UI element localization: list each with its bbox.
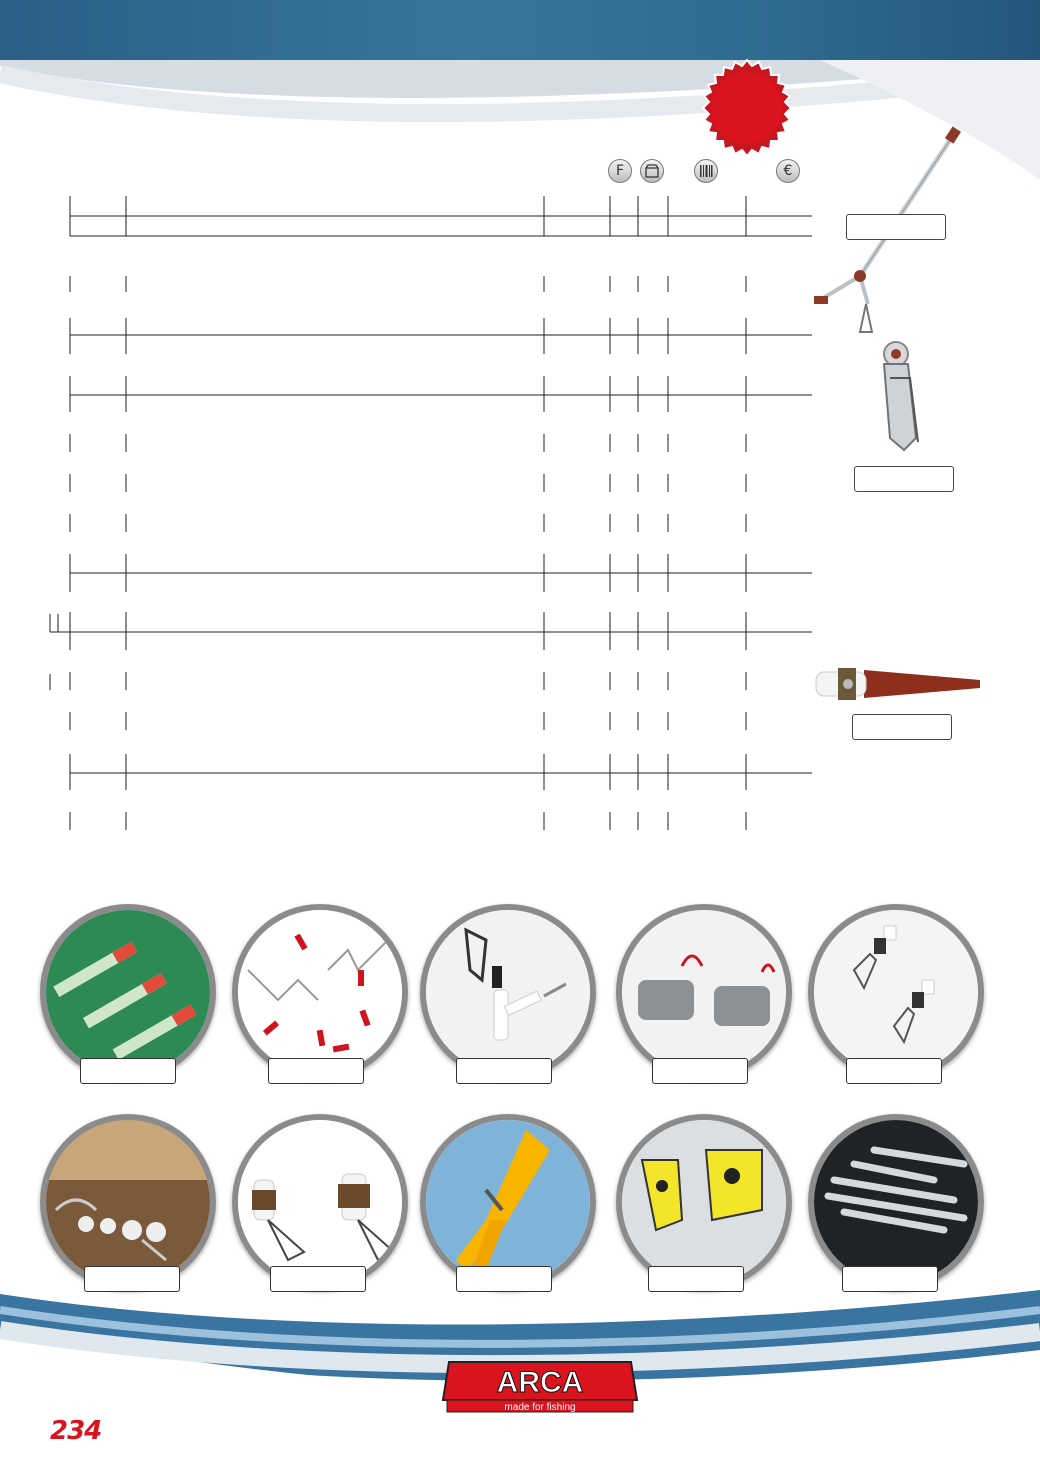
glow-stick-image [46, 910, 210, 1074]
float-stopper-image [814, 664, 984, 704]
product-label-tag [80, 1058, 176, 1084]
rod-rests-image [622, 1120, 786, 1284]
product-label-tag [854, 466, 954, 492]
format-letter: F [615, 163, 625, 179]
brand-name: ARCA [496, 1366, 584, 1399]
product-circle-wire-stops [232, 904, 408, 1080]
silicone-tubes-image [814, 1120, 978, 1284]
snap-swivel-image [860, 338, 950, 462]
euro-icon: € [783, 163, 793, 179]
product-label-tag [652, 1058, 748, 1084]
product-circle-rod-rests [616, 1114, 792, 1290]
product-circle-sliding-swivels [232, 1114, 408, 1290]
sinker-tubes-image [622, 910, 786, 1074]
product-label-tag [456, 1058, 552, 1084]
product-circle-pliers [420, 1114, 596, 1290]
price-table [0, 0, 820, 840]
product-label-tag [852, 714, 952, 740]
snap-swivels-image [814, 910, 978, 1074]
pliers-image [426, 1120, 590, 1284]
product-label-tag [846, 1058, 942, 1084]
product-circle-silicone-tubes [808, 1114, 984, 1290]
product-circle-float-adapter [420, 904, 596, 1080]
arca-logo [441, 1360, 639, 1414]
product-circle-snap-swivels [808, 904, 984, 1080]
product-circle-float-attachments [40, 1114, 216, 1290]
brand-tagline: made for fishing [504, 1402, 576, 1413]
product-label-tag [268, 1058, 364, 1084]
product-circle-glow-sticks [40, 904, 216, 1080]
float-attachments-image [46, 1120, 210, 1284]
wire-stops-image [238, 910, 402, 1074]
page-number: 234 [50, 1416, 102, 1446]
product-circle-sinker-tubes [616, 904, 792, 1080]
float-adapter-image [426, 910, 590, 1074]
product-label-tag [846, 214, 946, 240]
sliding-swivels-image [238, 1120, 402, 1284]
